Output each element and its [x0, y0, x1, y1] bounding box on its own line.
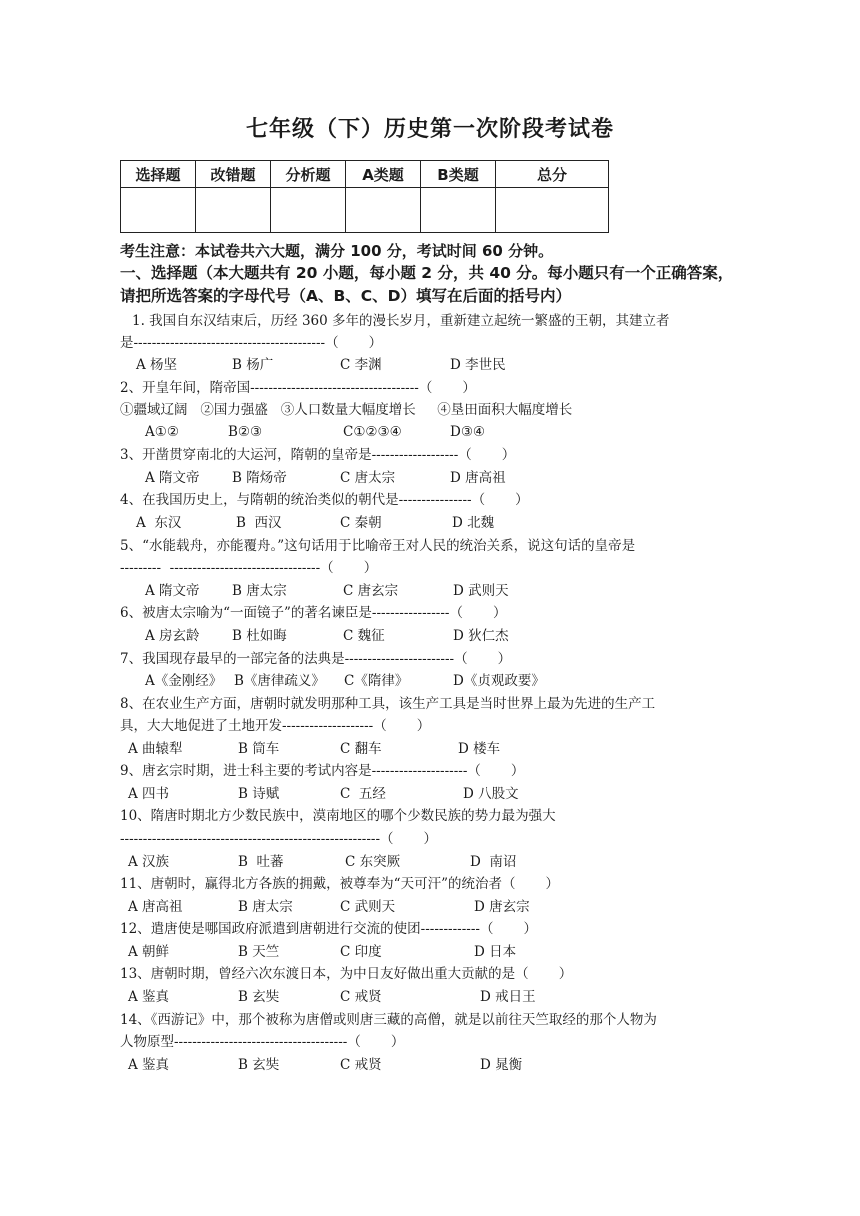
- answer-option: D 晁衡: [480, 1057, 523, 1073]
- answer-option: C 唐太宗: [340, 470, 396, 486]
- answer-option: A 杨坚: [136, 357, 178, 373]
- score-entry-cell[interactable]: [421, 188, 496, 233]
- score-entry-cell[interactable]: [271, 188, 346, 233]
- answer-option: B 西汉: [236, 515, 282, 531]
- answer-option: B 隋炀帝: [232, 470, 287, 486]
- answer-option: A 汉族: [128, 854, 170, 870]
- question-line: 人物原型--------------------------------------（ ）: [120, 1034, 405, 1050]
- score-table-entry-row: [121, 188, 609, 233]
- question-line: --------- ---------------------------------（ ）: [120, 560, 378, 576]
- answer-option: B 玄奘: [238, 1057, 280, 1073]
- answer-option: D 武则天: [453, 583, 509, 599]
- answer-option: C《隋律》: [344, 673, 409, 689]
- answer-option: B 诗赋: [238, 786, 280, 802]
- answer-option: B《唐律疏义》: [234, 673, 325, 689]
- score-header-cell: A类题: [346, 161, 421, 188]
- answer-option: D 日本: [474, 944, 517, 960]
- question-line: 14、《西游记》中，那个被称为唐僧或则唐三藏的高僧，就是以前往天竺取经的那个人物为: [120, 1012, 657, 1028]
- answer-option: A 鉴真: [128, 1057, 170, 1073]
- answer-option: D 北魏: [452, 515, 495, 531]
- exam-title: 七年级（下）历史第一次阶段考试卷: [245, 117, 614, 142]
- score-header-cell: 选择题: [121, 161, 196, 188]
- question-line: 10、隋唐时期北方少数民族中，漠南地区的哪个少数民族的势力最为强大: [120, 808, 556, 824]
- answer-option: A 房玄龄: [145, 628, 200, 644]
- question-line: 9、唐玄宗时期，进士科主要的考试内容是---------------------（ ）: [120, 763, 525, 779]
- score-entry-cell[interactable]: [346, 188, 421, 233]
- question-line: 7、我国现存最早的一部完备的法典是------------------------（ ）: [120, 651, 512, 667]
- answer-option: A 隋文帝: [145, 583, 200, 599]
- answer-option: A 唐高祖: [128, 899, 183, 915]
- answer-option: D 唐玄宗: [474, 899, 530, 915]
- answer-option: A 朝鲜: [128, 944, 170, 960]
- score-table-header-row: [121, 161, 609, 188]
- score-table: [120, 160, 609, 233]
- answer-option: A 鉴真: [128, 989, 170, 1005]
- score-header-cell: 总分: [496, 161, 609, 188]
- answer-option: A 曲辕犁: [128, 741, 183, 757]
- answer-option: C 武则天: [340, 899, 396, 915]
- score-header-cell: 改错题: [196, 161, 271, 188]
- question-line: 12、遣唐使是哪国政府派遣到唐朝进行交流的使团-------------（ ）: [120, 921, 538, 937]
- answer-option: D 狄仁杰: [453, 628, 509, 644]
- answer-option: A 隋文帝: [145, 470, 200, 486]
- score-entry-cell[interactable]: [496, 188, 609, 233]
- answer-option: C 唐玄宗: [343, 583, 399, 599]
- question-line: 8、在农业生产方面，唐朝时就发明那种工具，该生产工具是当时世界上最为先进的生产工: [120, 696, 656, 712]
- question-line: 3、开凿贯穿南北的大运河，隋朝的皇帝是-------------------（ ）: [120, 447, 516, 463]
- answer-option: C 秦朝: [340, 515, 382, 531]
- question-line: 4、在我国历史上，与隋朝的统治类似的朝代是----------------（ ）: [120, 492, 529, 508]
- question-line: ---------------------------------------------------------（ ）: [120, 831, 438, 847]
- answer-option: A①②: [145, 424, 179, 440]
- score-header-cell: B类题: [421, 161, 496, 188]
- answer-option: D 唐高祖: [450, 470, 506, 486]
- exam-notice: 考生注意：本试卷共六大题，满分 100 分，考试时间 60 分钟。: [120, 242, 554, 260]
- question-line: 6、被唐太宗喻为“一面镜子”的著名谏臣是-----------------（ ）: [120, 605, 507, 621]
- answer-option: D 楼车: [458, 741, 501, 757]
- question-line: 11、唐朝时，赢得北方各族的拥戴，被尊奉为“天可汗”的统治者（ ）: [120, 876, 560, 892]
- answer-option: D 李世民: [450, 357, 506, 373]
- answer-option: C 印度: [340, 944, 382, 960]
- answer-option: C 戒贤: [340, 989, 382, 1005]
- answer-option: C 五经: [340, 786, 386, 802]
- question-line: ①疆域辽阔 ②国力强盛 ③人口数量大幅度增长 ④垦田面积大幅度增长: [120, 402, 573, 418]
- answer-option: B 杜如晦: [232, 628, 287, 644]
- answer-option: B 筒车: [238, 741, 280, 757]
- answer-option: B 唐太宗: [238, 899, 293, 915]
- answer-option: A 东汉: [136, 515, 182, 531]
- answer-option: C 魏征: [343, 628, 385, 644]
- question-line: 是------------------------------------------（ ）: [120, 335, 383, 351]
- answer-option: A 四书: [128, 786, 170, 802]
- score-entry-cell[interactable]: [121, 188, 196, 233]
- answer-option: B②③: [228, 424, 263, 440]
- answer-option: D③④: [450, 424, 486, 440]
- question-line: 5、“水能载舟，亦能覆舟。”这句话用于比喻帝王对人民的统治关系，说这句话的皇帝是: [120, 538, 636, 554]
- answer-option: C 东突厥: [345, 854, 401, 870]
- answer-option: B 吐蕃: [238, 854, 284, 870]
- answer-option: A《金刚经》: [145, 673, 223, 689]
- answer-option: B 杨广: [232, 357, 274, 373]
- answer-option: D 八股文: [463, 786, 519, 802]
- answer-option: C 戒贤: [340, 1057, 382, 1073]
- answer-option: D《贞观政要》: [453, 673, 545, 689]
- answer-option: D 戒日王: [480, 989, 536, 1005]
- answer-option: D 南诏: [470, 854, 517, 870]
- score-header-cell: 分析题: [271, 161, 346, 188]
- answer-option: C 翻车: [340, 741, 382, 757]
- question-line: 具，大大地促进了土地开发--------------------（ ）: [120, 718, 431, 734]
- question-line: 13、唐朝时期，曾经六次东渡日本，为中日友好做出重大贡献的是（ ）: [120, 966, 573, 982]
- answer-option: B 天竺: [238, 944, 280, 960]
- answer-option: C①②③④: [343, 424, 402, 440]
- section1-heading: 一、选择题（本大题共有 20 小题，每小题 2 分，共 40 分。每小题只有一个正确答案，请把所选答案的字母代号（A、B、C、D）填写在后面的括号内）: [120, 264, 734, 305]
- answer-option: B 玄奘: [238, 989, 280, 1005]
- answer-option: B 唐太宗: [232, 583, 287, 599]
- question-line: 2、开皇年间，隋帝国-------------------------------------（ ）: [120, 380, 476, 396]
- score-entry-cell[interactable]: [196, 188, 271, 233]
- question-line: 1. 我国自东汉结束后，历经 360 多年的漫长岁月，重新建立起统一繁盛的王朝，其建立者: [132, 313, 670, 329]
- answer-option: C 李渊: [340, 357, 382, 373]
